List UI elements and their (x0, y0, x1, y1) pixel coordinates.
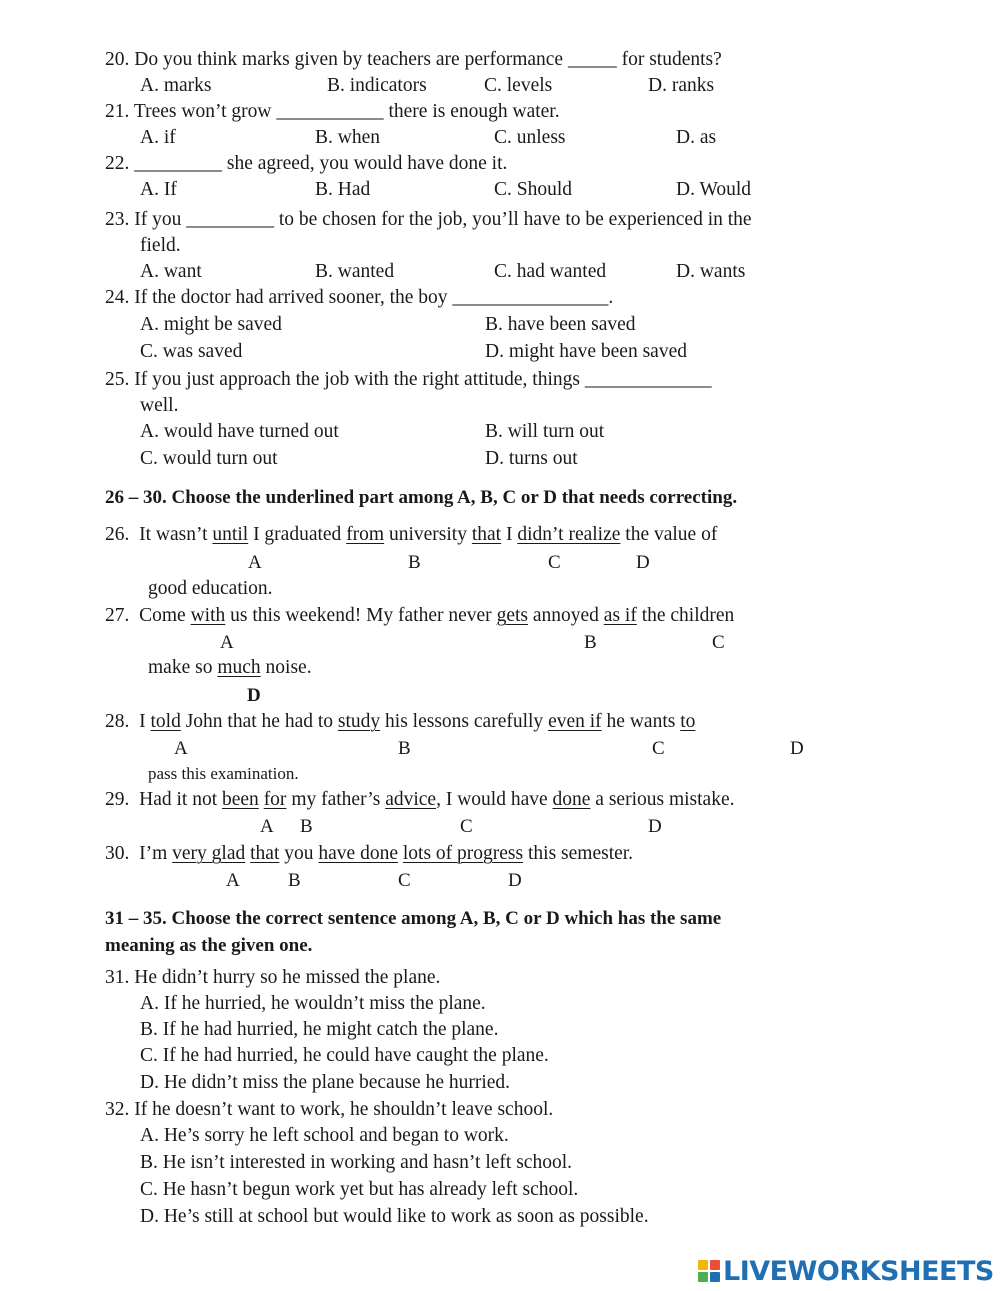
q26-text: university (384, 524, 472, 545)
q27-text: annoyed (527, 605, 604, 626)
q29-underlined-a: been (222, 789, 259, 810)
q25-option-d: D. turns out (485, 448, 578, 469)
liveworksheets-logo[interactable] (698, 1256, 994, 1286)
q30-label-a: A (226, 870, 240, 891)
q30-label-b: B (288, 870, 301, 891)
q26-text: It wasn’t (139, 524, 213, 545)
q26-sentence (105, 525, 717, 545)
q26-text: the value of (620, 524, 718, 545)
q29-underlined-d: done (552, 789, 591, 810)
q28-underlined-a: told (150, 711, 181, 732)
q32-option-c: C. He hasn’t begun work yet but has already left school. (140, 1179, 579, 1200)
q27-label-d: D (247, 685, 261, 706)
q32-option-b: B. He isn’t interested in working and hasn’t left school. (140, 1152, 572, 1173)
q22-option-d: D. Would (676, 179, 751, 200)
q27-underlined-a: with (190, 605, 226, 626)
q30-number: 30. (105, 843, 130, 864)
q31-option-d: D. He didn’t miss the plane because he hurried. (140, 1072, 511, 1093)
q28-underlined-b: study (337, 711, 381, 732)
q20-option-d: D. ranks (648, 75, 715, 96)
logo-square-green (698, 1272, 708, 1282)
q26-text: I (501, 524, 518, 545)
section-heading-31-35: 31 – 35. Choose the correct sentence among A, B, C or D which has the same (105, 908, 722, 929)
q20-option-a: A. marks (140, 75, 212, 96)
q29-label-c: C (460, 816, 473, 837)
q26-underlined-d: didn’t realize (517, 524, 621, 545)
q27-text: us this weekend! My father never (225, 605, 497, 626)
q25-option-b: B. will turn out (485, 421, 605, 442)
q28-text: his lessons carefully (380, 711, 549, 732)
q29-underlined-c: advice (385, 789, 437, 810)
q20-option-c: C. levels (484, 75, 553, 96)
q25-stem-line2: well. (140, 395, 179, 416)
q27-text: Come (139, 605, 191, 626)
q27-number: 27. (105, 605, 130, 626)
q27-underlined-c: as if (603, 605, 637, 626)
q27-underlined-d: much (217, 657, 261, 678)
q25-stem: 25. If you just approach the job with the right attitude, things _____________ (105, 369, 712, 390)
q28-label-a: A (174, 738, 188, 759)
q26-line2: good education. (148, 578, 273, 599)
q23-option-c: C. had wanted (494, 261, 607, 282)
q27-underlined-b: gets (496, 605, 528, 626)
q30-underlined-a: very glad (172, 843, 246, 864)
q23-option-d: D. wants (676, 261, 746, 282)
q21-option-d: D. as (676, 127, 717, 148)
q24-option-b: B. have been saved (485, 314, 636, 335)
q28-text: I (139, 711, 151, 732)
q30-sentence (105, 844, 633, 864)
q23-stem: 23. If you _________ to be chosen for the job, you’ll have to be experienced in the (105, 209, 752, 230)
q26-label-a: A (248, 552, 262, 573)
q21-option-b: B. when (315, 127, 380, 148)
q30-text: I’m (139, 843, 173, 864)
liveworksheets-logo-icon (698, 1260, 720, 1282)
q32-option-a: A. He’s sorry he left school and began to work. (140, 1125, 509, 1146)
q28-text: John that he had to (180, 711, 338, 732)
q31-option-b: B. If he had hurried, he might catch the plane. (140, 1019, 499, 1040)
q23-option-b: B. wanted (315, 261, 395, 282)
logo-square-red (710, 1260, 720, 1270)
q29-sentence (105, 790, 734, 810)
logo-square-blue (710, 1272, 720, 1282)
liveworksheets-logo-text: LIVEWORKSHEETS (723, 1255, 994, 1287)
q30-underlined-d: lots of progress (402, 843, 524, 864)
q20-stem: 20. Do you think marks given by teachers are performance _____ for students? (105, 49, 722, 70)
q21-stem: 21. Trees won’t grow ___________ there is enough water. (105, 101, 560, 122)
q31-option-c: C. If he had hurried, he could have caught the plane. (140, 1045, 549, 1066)
q22-stem: 22. _________ she agreed, you would have done it. (105, 153, 508, 174)
q27-label-c: C (712, 632, 725, 653)
logo-square-yellow (698, 1260, 708, 1270)
q22-option-a: A. If (140, 179, 177, 200)
q20-option-b: B. indicators (327, 75, 427, 96)
q29-text: Had it not (139, 789, 222, 810)
q31-stem: 31. He didn’t hurry so he missed the plane. (105, 967, 441, 988)
q30-label-c: C (398, 870, 411, 891)
q28-underlined-c: even if (548, 711, 602, 732)
q32-option-d: D. He’s still at school but would like to work as soon as possible. (140, 1206, 649, 1227)
q21-option-a: A. if (140, 127, 176, 148)
q29-label-b: B (300, 816, 313, 837)
q30-text: this semester. (523, 843, 634, 864)
q24-option-c: C. was saved (140, 341, 243, 362)
q26-number: 26. (105, 524, 130, 545)
q22-option-b: B. Had (315, 179, 371, 200)
q28-label-c: C (652, 738, 665, 759)
q21-option-c: C. unless (494, 127, 566, 148)
section-heading-26-30: 26 – 30. Choose the underlined part among A, B, C or D that needs correcting. (105, 487, 738, 508)
q23-stem-line2: field. (140, 235, 181, 256)
q28-sentence (105, 712, 695, 732)
q29-text: , I would have (436, 789, 553, 810)
q27-text: the children (636, 605, 735, 626)
q26-label-d: D (636, 552, 650, 573)
q28-label-d: D (790, 738, 804, 759)
q29-label-a: A (260, 816, 274, 837)
q26-label-c: C (548, 552, 561, 573)
section-heading-31-35-line2: meaning as the given one. (105, 935, 313, 956)
q27-sentence (105, 606, 734, 626)
q24-option-a: A. might be saved (140, 314, 282, 335)
q28-number: 28. (105, 711, 130, 732)
q24-option-d: D. might have been saved (485, 341, 687, 362)
q28-line2: pass this examination. (148, 764, 299, 783)
q27-text: make so (148, 657, 218, 678)
q30-text: you (279, 843, 319, 864)
q30-underlined-b: that (250, 843, 280, 864)
q23-option-a: A. want (140, 261, 202, 282)
q26-label-b: B (408, 552, 421, 573)
q26-underlined-a: until (212, 524, 249, 545)
q30-underlined-c: have done (318, 843, 398, 864)
q32-stem: 32. If he doesn’t want to work, he shouldn’t leave school. (105, 1099, 554, 1120)
q26-underlined-b: from (346, 524, 385, 545)
q28-label-b: B (398, 738, 411, 759)
q26-underlined-c: that (471, 524, 502, 545)
q27-label-b: B (584, 632, 597, 653)
q27-line2 (148, 658, 312, 678)
q27-label-a: A (220, 632, 234, 653)
q30-label-d: D (508, 870, 522, 891)
q29-underlined-b: for (263, 789, 287, 810)
q28-underlined-d: to (680, 711, 696, 732)
q28-text: he wants (601, 711, 681, 732)
q22-option-c: C. Should (494, 179, 573, 200)
q26-text: I graduated (248, 524, 347, 545)
q31-option-a: A. If he hurried, he wouldn’t miss the plane. (140, 993, 486, 1014)
q25-option-a: A. would have turned out (140, 421, 339, 442)
q29-label-d: D (648, 816, 662, 837)
q25-option-c: C. would turn out (140, 448, 278, 469)
q29-text: a serious mistake. (590, 789, 735, 810)
q29-text: my father’s (286, 789, 386, 810)
q29-number: 29. (105, 789, 130, 810)
q27-text: noise. (260, 657, 312, 678)
q24-stem: 24. If the doctor had arrived sooner, the boy ________________. (105, 287, 614, 308)
